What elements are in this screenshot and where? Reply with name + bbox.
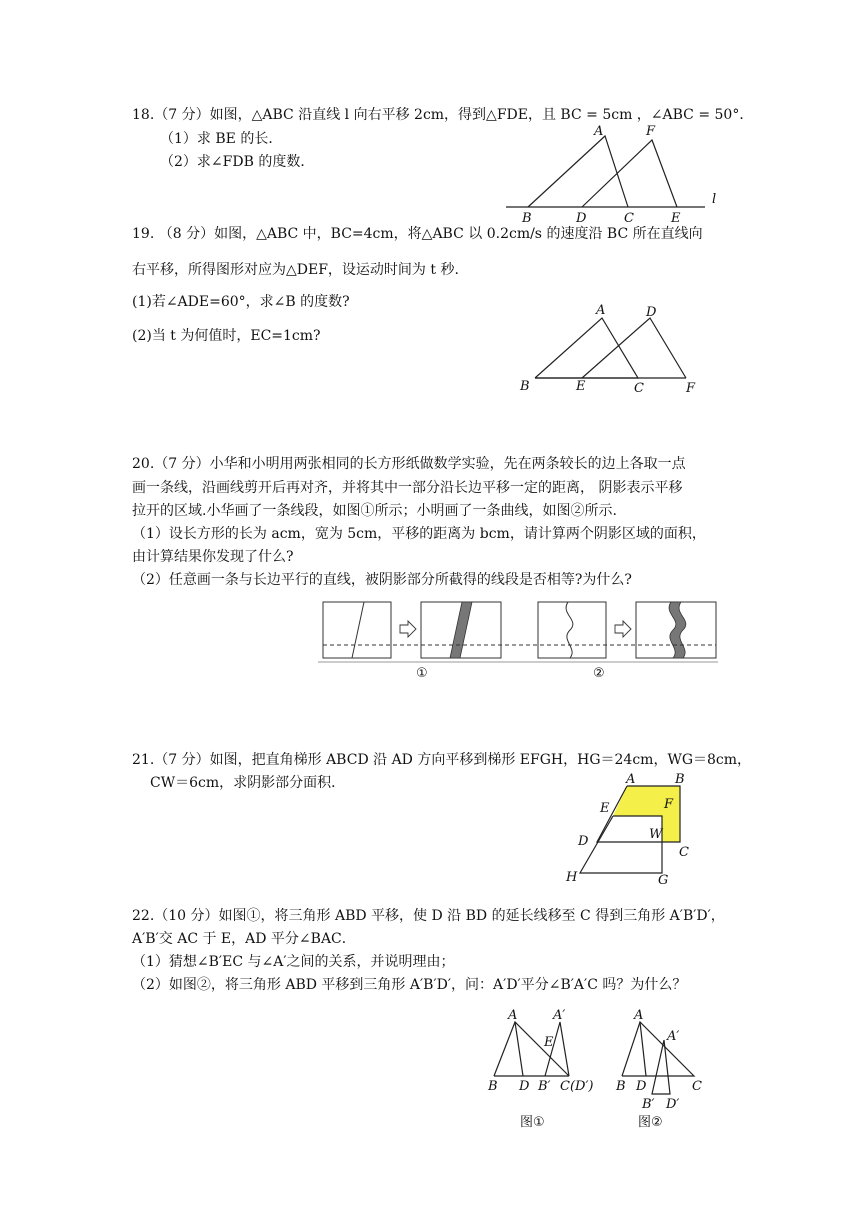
- trapezoid-efgh: [580, 816, 662, 873]
- q22-part2: （2）如图②，将三角形 ABD 平移到三角形 A′B′D′，问：A′D′平分∠B′A′C 吗？为什么？: [132, 977, 687, 993]
- q21-stem-cont: CW＝6cm，求阴影部分面积．: [150, 775, 346, 791]
- triangle-abc: [535, 318, 638, 378]
- q22-part1: （1）猜想∠B′EC 与∠A′之间的关系，并说明理由；: [132, 954, 455, 970]
- caption-2: ②: [593, 666, 605, 681]
- label-D: D: [578, 834, 589, 849]
- q20-part2: （2）任意画一条与长边平行的直线，被阴影部分所截得的线段是否相等?为什么?: [132, 572, 632, 588]
- label-E: E: [544, 1035, 554, 1050]
- q22-stem-cont: A′B′交 AC 于 E，AD 平分∠BAC．: [132, 931, 356, 947]
- label-D: D: [576, 211, 587, 226]
- q20-part1: （1）设长方形的长为 acm，宽为 5cm，平移的距离为 bcm，请计算两个阴影区域的面积，: [132, 526, 706, 542]
- triangle-fde: [582, 140, 677, 207]
- triangle-abc: [528, 136, 628, 207]
- q20-stem-cont1: 画一条线，沿画线剪开后再对齐，并将其中一部分沿长边平移一定的距离， 阴影表示平移: [132, 480, 683, 496]
- label-H: H: [566, 870, 578, 885]
- q18-figure: [500, 118, 730, 228]
- ad-line: [640, 1022, 646, 1076]
- label-G: G: [658, 873, 669, 888]
- q19-figure: [510, 298, 710, 398]
- q21-stem: 21.（7 分）如图，把直角梯形 ABCD 沿 AD 方向平移到梯形 EFGH，HG＝24cm，WG＝8cm，: [132, 752, 752, 768]
- label-C: C: [624, 211, 634, 226]
- label-D: D: [646, 305, 657, 320]
- label-B: B: [522, 211, 532, 226]
- q19-part2: (2)当 t 为何值时，EC=1cm?: [132, 328, 321, 344]
- triangle-def: [582, 318, 686, 378]
- label-A: A: [594, 124, 604, 139]
- arrow-right-icon: [615, 621, 631, 637]
- ad-line: [515, 1022, 523, 1076]
- q20-part1-cont: 由计算结果你发现了什么?: [132, 549, 294, 565]
- label-D: D: [519, 1079, 530, 1094]
- caption-1: ①: [416, 666, 428, 681]
- triangle-a2b2d2: [652, 1040, 670, 1094]
- q20-stem-cont2: 拉开的区域.小华画了一条线段，如图①所示；小明画了一条曲线，如图②所示.: [132, 503, 617, 519]
- q22-stem: 22.（10 分）如图①，将三角形 ABD 平移，使 D 沿 BD 的延长线移至 C 得到三角形 A′B′D′，: [132, 908, 725, 924]
- q18-part2: （2）求∠FDB 的度数．: [160, 154, 315, 170]
- label-F: F: [686, 381, 696, 396]
- label-B: B: [616, 1079, 626, 1094]
- label-C: C: [692, 1079, 702, 1094]
- q22-figure-1: [480, 1008, 610, 1136]
- q18-stem: 18.（7 分）如图，△ABC 沿直线 l 向右平移 2cm，得到△FDE，且 BC = 5cm ，∠ABC = 50°．: [132, 107, 754, 123]
- caption-fig1: 图①: [520, 1115, 545, 1130]
- q19-stem: 19. （8 分）如图，△ABC 中，BC=4cm，将△ABC 以 0.2cm/s 的速度沿 BC 所在直线向: [132, 226, 703, 242]
- label-l: l: [712, 192, 717, 207]
- label-A: A: [626, 772, 636, 787]
- label-D-prime: D′: [666, 1097, 680, 1112]
- label-C: C: [634, 381, 644, 396]
- q18-part1: （1）求 BE 的长．: [160, 131, 283, 147]
- label-A: A: [634, 1008, 644, 1023]
- label-E: E: [671, 211, 681, 226]
- label-A: A: [596, 303, 606, 318]
- label-B-prime: B′: [642, 1097, 655, 1112]
- label-D: D: [636, 1079, 647, 1094]
- q19-part1: (1)若∠ADE=60°，求∠B 的度数?: [132, 294, 350, 310]
- label-E: E: [600, 801, 610, 816]
- label-W: W: [649, 827, 663, 842]
- label-A: A: [508, 1008, 518, 1023]
- arrow-right-icon: [400, 621, 416, 637]
- label-B: B: [675, 772, 685, 787]
- label-B-prime: B′: [538, 1079, 551, 1094]
- label-C-D-prime: C(D′): [560, 1079, 594, 1094]
- q19-stem-cont: 右平移，所得图形对应为△DEF，设运动时间为 t 秒.: [132, 262, 459, 278]
- label-F: F: [664, 797, 674, 812]
- rect-1: [323, 602, 391, 658]
- label-A-prime: A′: [553, 1008, 566, 1023]
- q20-stem: 20.（7 分）小华和小明用两张相同的长方形纸做数学实验，先在两条较长的边上各取一点: [132, 456, 686, 472]
- label-A-prime: A′: [667, 1029, 680, 1044]
- q21-figure: [560, 770, 710, 886]
- q20-figure: [318, 600, 718, 682]
- label-B: B: [520, 379, 530, 394]
- label-C: C: [679, 845, 689, 860]
- label-B: B: [488, 1079, 498, 1094]
- q22-figure-2: [612, 1008, 722, 1136]
- caption-fig2: 图②: [638, 1115, 663, 1130]
- label-F: F: [646, 124, 656, 139]
- label-E: E: [576, 379, 586, 394]
